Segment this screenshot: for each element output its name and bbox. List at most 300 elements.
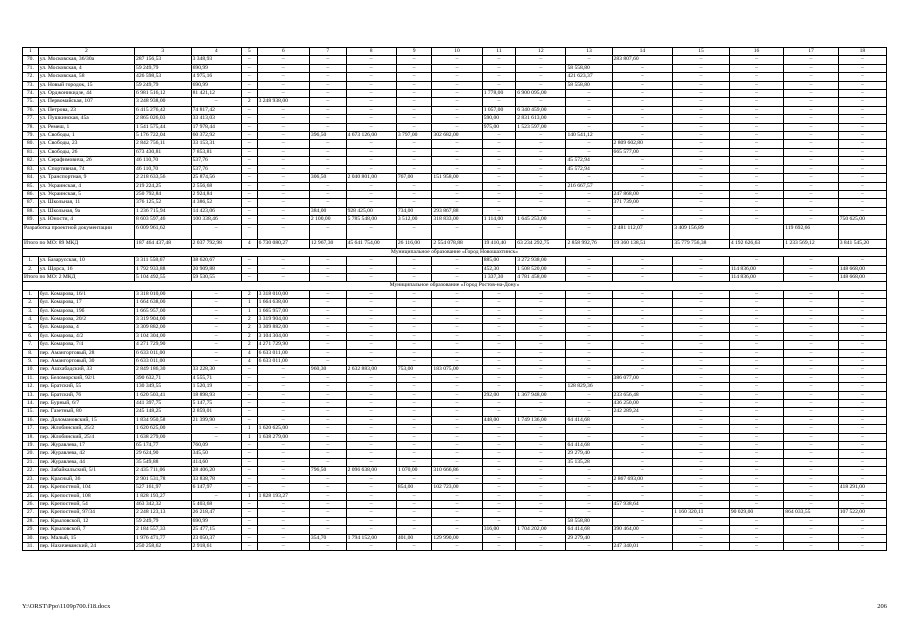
- table-cell: –: [516, 199, 566, 207]
- table-cell: 46 110,70: [135, 157, 192, 165]
- table-cell: –: [673, 458, 730, 466]
- row-label: 71.: [23, 64, 39, 72]
- table-cell: –: [346, 73, 396, 81]
- table-cell: –: [309, 148, 346, 156]
- table-cell: 2: [241, 324, 257, 332]
- table-cell: 140 541,12: [566, 132, 612, 140]
- table-cell: –: [516, 307, 566, 315]
- table-cell: –: [257, 132, 309, 140]
- table-cell: –: [612, 207, 673, 215]
- table-cell: –: [396, 408, 432, 416]
- table-cell: 436 250,00: [612, 400, 673, 408]
- table-cell: –: [309, 358, 346, 366]
- table-cell: –: [566, 315, 612, 323]
- table-cell: –: [346, 341, 396, 349]
- table-cell: –: [516, 290, 566, 298]
- table-cell: –: [673, 56, 730, 64]
- column-number: 13: [566, 48, 612, 56]
- table-cell: –: [673, 207, 730, 215]
- table-cell: –: [838, 207, 886, 215]
- table-row: [23, 98, 887, 106]
- table-cell: –: [346, 475, 396, 483]
- table-cell: 5 403,68: [191, 500, 241, 508]
- table-cell: –: [729, 64, 783, 72]
- table-cell: –: [673, 257, 730, 265]
- table-cell: ул. Свободы, 26: [38, 148, 134, 156]
- table-cell: –: [673, 475, 730, 483]
- table-cell: –: [673, 290, 730, 298]
- table-cell: –: [432, 290, 482, 298]
- table-cell: 1 070,00: [396, 467, 432, 475]
- table-cell: –: [257, 157, 309, 165]
- table-cell: 1 160 320,11: [673, 509, 730, 517]
- table-cell: пер. Крепостной, 108: [38, 492, 134, 500]
- table-cell: –: [346, 408, 396, 416]
- section-heading-row: [23, 248, 887, 256]
- table-cell: –: [729, 517, 783, 525]
- table-cell: –: [612, 132, 673, 140]
- table-cell: –: [309, 265, 346, 273]
- table-cell: –: [784, 307, 838, 315]
- table-cell: –: [612, 341, 673, 349]
- table-cell: –: [396, 190, 432, 198]
- table-cell: –: [309, 81, 346, 89]
- table-cell: –: [191, 433, 241, 441]
- table-cell: –: [784, 64, 838, 72]
- table-cell: 287 156,53: [135, 56, 192, 64]
- table-cell: –: [482, 509, 516, 517]
- table-cell: –: [309, 290, 346, 298]
- table-cell: –: [346, 273, 396, 281]
- table-cell: 390 464,00: [612, 526, 673, 534]
- table-cell: 4 673 126,00: [346, 132, 396, 140]
- table-row: [23, 349, 887, 357]
- total-row: [23, 240, 887, 248]
- table-cell: –: [191, 315, 241, 323]
- table-cell: 448,00: [482, 416, 516, 424]
- table-cell: –: [241, 199, 257, 207]
- table-cell: 2: [241, 332, 257, 340]
- total-row: [23, 273, 887, 281]
- table-cell: 6 633 011,00: [135, 349, 192, 357]
- table-row: [23, 190, 887, 198]
- table-cell: 102 723,00: [432, 484, 482, 492]
- table-cell: –: [566, 290, 612, 298]
- table-cell: –: [241, 174, 257, 182]
- table-cell: –: [396, 383, 432, 391]
- table-cell: 233 656,48: [612, 391, 673, 399]
- table-cell: –: [257, 467, 309, 475]
- table-cell: 2 100,00: [309, 216, 346, 224]
- table-cell: –: [516, 315, 566, 323]
- table-cell: –: [784, 315, 838, 323]
- table-cell: –: [396, 98, 432, 106]
- table-cell: –: [612, 358, 673, 366]
- table-cell: 2 809 602,80: [612, 140, 673, 148]
- table-cell: 665 577,00: [612, 148, 673, 156]
- table-cell: –: [241, 157, 257, 165]
- table-cell: –: [482, 81, 516, 89]
- table-cell: –: [784, 358, 838, 366]
- table-cell: 734,00: [396, 207, 432, 215]
- table-cell: 590,00: [482, 115, 516, 123]
- table-cell: 26 218,47: [191, 509, 241, 517]
- table-cell: –: [482, 383, 516, 391]
- table-cell: –: [396, 157, 432, 165]
- table-row: [23, 400, 887, 408]
- table-cell: –: [784, 273, 838, 281]
- table-cell: –: [566, 374, 612, 382]
- row-label: 17.: [23, 425, 39, 433]
- table-cell: –: [396, 433, 432, 441]
- table-cell: –: [396, 542, 432, 550]
- table-cell: 1 976 471,77: [135, 534, 192, 542]
- row-label: 86.: [23, 190, 39, 198]
- table-cell: –: [673, 408, 730, 416]
- table-cell: –: [241, 123, 257, 131]
- table-cell: –: [612, 332, 673, 340]
- table-cell: –: [241, 526, 257, 534]
- row-label: 75.: [23, 98, 39, 106]
- table-row: [23, 517, 887, 525]
- table-cell: 3 409 156,89: [673, 224, 730, 240]
- table-cell: –: [432, 509, 482, 517]
- table-cell: –: [346, 115, 396, 123]
- table-cell: –: [673, 140, 730, 148]
- table-cell: –: [729, 542, 783, 550]
- table-cell: –: [241, 416, 257, 424]
- table-cell: –: [516, 73, 566, 81]
- table-cell: –: [241, 56, 257, 64]
- table-cell: –: [346, 332, 396, 340]
- table-cell: 292,00: [482, 391, 516, 399]
- table-row: [23, 358, 887, 366]
- table-cell: –: [516, 190, 566, 198]
- table-cell: –: [673, 123, 730, 131]
- table-cell: 673 430,81: [135, 148, 192, 156]
- table-cell: 5 104 492,55: [135, 273, 192, 281]
- table-cell: –: [346, 324, 396, 332]
- table-cell: –: [566, 425, 612, 433]
- table-row: [23, 442, 887, 450]
- table-cell: –: [241, 148, 257, 156]
- table-cell: пер. Крепостной, 104: [38, 484, 134, 492]
- table-cell: 690,99: [191, 517, 241, 525]
- table-cell: 3 248 938,00: [257, 98, 309, 106]
- table-cell: 1 834 950,58: [135, 416, 192, 424]
- table-cell: –: [784, 425, 838, 433]
- table-cell: –: [612, 123, 673, 131]
- table-cell: пер. Журавлева, 42: [38, 450, 134, 458]
- table-cell: 1 664 638,00: [257, 299, 309, 307]
- table-cell: –: [673, 165, 730, 173]
- table-cell: 396,50: [309, 132, 346, 140]
- table-cell: –: [566, 199, 612, 207]
- document-page: [22, 47, 887, 551]
- table-cell: –: [396, 450, 432, 458]
- table-cell: бул. Комарова, 4/2: [38, 332, 134, 340]
- table-cell: –: [241, 400, 257, 408]
- table-cell: –: [432, 98, 482, 106]
- table-cell: 4 192 626,63: [729, 240, 783, 248]
- table-cell: –: [257, 56, 309, 64]
- table-cell: 6 730 080,27: [257, 240, 309, 248]
- table-cell: –: [729, 257, 783, 265]
- table-cell: 316,00: [482, 526, 516, 534]
- table-cell: 537,76: [191, 157, 241, 165]
- table-cell: 1 057,00: [482, 106, 516, 114]
- table-row: [23, 257, 887, 265]
- table-row: [23, 509, 887, 517]
- table-cell: 2 924,84: [191, 190, 241, 198]
- table-cell: –: [346, 290, 396, 298]
- table-cell: бул. Комарова, 16/1: [38, 290, 134, 298]
- table-cell: –: [673, 174, 730, 182]
- table-cell: 35 135,28: [566, 458, 612, 466]
- table-cell: –: [566, 90, 612, 98]
- row-label: 80.: [23, 140, 39, 148]
- table-cell: –: [482, 408, 516, 416]
- table-cell: –: [612, 324, 673, 332]
- table-cell: –: [612, 450, 673, 458]
- table-cell: –: [673, 534, 730, 542]
- table-cell: –: [784, 73, 838, 81]
- table-row: [23, 315, 887, 323]
- table-cell: –: [838, 290, 886, 298]
- table-cell: 293 867,88: [432, 207, 482, 215]
- table-cell: 1 508 520,00: [516, 265, 566, 273]
- table-cell: 2 096 638,00: [346, 467, 396, 475]
- table-cell: 4: [241, 349, 257, 357]
- table-cell: –: [516, 383, 566, 391]
- table-cell: –: [257, 207, 309, 215]
- table-cell: –: [241, 517, 257, 525]
- table-cell: –: [432, 332, 482, 340]
- table-cell: –: [482, 400, 516, 408]
- table-cell: –: [432, 324, 482, 332]
- row-label: 10.: [23, 366, 39, 374]
- table-cell: –: [396, 257, 432, 265]
- row-label: Итого по МО: 89 МКД: [23, 240, 135, 248]
- table-cell: 371 739,00: [612, 199, 673, 207]
- table-cell: –: [432, 416, 482, 424]
- row-label: 19.: [23, 442, 39, 450]
- row-label: 30.: [23, 534, 39, 542]
- table-cell: 58 558,80: [566, 517, 612, 525]
- table-cell: –: [396, 148, 432, 156]
- table-cell: –: [241, 106, 257, 114]
- table-cell: –: [346, 123, 396, 131]
- table-cell: –: [396, 341, 432, 349]
- row-label: Разработка проектной документации: [23, 224, 135, 240]
- table-cell: –: [257, 148, 309, 156]
- table-cell: –: [241, 475, 257, 483]
- table-cell: 247 868,00: [612, 190, 673, 198]
- table-cell: 975,00: [482, 123, 516, 131]
- table-cell: –: [396, 81, 432, 89]
- table-cell: –: [257, 199, 309, 207]
- table-row: [23, 500, 887, 508]
- table-cell: 119 692,66: [784, 224, 838, 240]
- table-cell: –: [257, 526, 309, 534]
- table-cell: –: [257, 475, 309, 483]
- table-cell: –: [566, 408, 612, 416]
- table-cell: –: [838, 450, 886, 458]
- table-cell: –: [784, 383, 838, 391]
- table-cell: –: [729, 349, 783, 357]
- table-cell: –: [346, 526, 396, 534]
- table-row: [23, 433, 887, 441]
- table-cell: 4: [241, 240, 257, 248]
- table-cell: 29 279,40: [566, 534, 612, 542]
- table-cell: –: [729, 366, 783, 374]
- table-cell: 4 781 458,00: [516, 273, 566, 281]
- table-cell: –: [309, 542, 346, 550]
- table-cell: –: [729, 98, 783, 106]
- table-cell: –: [516, 165, 566, 173]
- table-cell: –: [612, 106, 673, 114]
- table-cell: ул. Пушкинская, 45а: [38, 115, 134, 123]
- table-cell: 4 271 729,90: [257, 341, 309, 349]
- table-cell: –: [241, 90, 257, 98]
- table-cell: –: [257, 517, 309, 525]
- table-cell: –: [784, 517, 838, 525]
- table-cell: –: [241, 500, 257, 508]
- table-row: [23, 265, 887, 273]
- table-cell: –: [241, 265, 257, 273]
- table-row: [23, 332, 887, 340]
- table-cell: –: [346, 64, 396, 72]
- table-row: [23, 341, 887, 349]
- table-cell: –: [516, 425, 566, 433]
- table-cell: –: [838, 73, 886, 81]
- table-cell: –: [241, 73, 257, 81]
- table-cell: –: [309, 182, 346, 190]
- table-cell: –: [673, 148, 730, 156]
- table-cell: –: [191, 349, 241, 357]
- table-cell: пер. Амангортовый, 30: [38, 358, 134, 366]
- table-cell: 6 633 011,00: [257, 358, 309, 366]
- table-cell: 6 147,97: [191, 484, 241, 492]
- table-cell: –: [612, 534, 673, 542]
- table-cell: –: [309, 224, 346, 240]
- table-cell: –: [612, 165, 673, 173]
- table-cell: –: [838, 190, 886, 198]
- table-cell: –: [432, 299, 482, 307]
- table-cell: 63 234 292,75: [516, 240, 566, 248]
- table-cell: –: [784, 132, 838, 140]
- table-cell: –: [566, 332, 612, 340]
- table-cell: –: [566, 299, 612, 307]
- table-cell: –: [784, 416, 838, 424]
- table-cell: –: [346, 56, 396, 64]
- table-cell: –: [516, 341, 566, 349]
- table-cell: –: [396, 299, 432, 307]
- table-cell: –: [482, 307, 516, 315]
- table-cell: –: [257, 174, 309, 182]
- table-cell: –: [309, 408, 346, 416]
- table-cell: –: [516, 450, 566, 458]
- table-cell: пер. Крыловской, 7: [38, 526, 134, 534]
- table-cell: –: [838, 299, 886, 307]
- table-cell: –: [838, 458, 886, 466]
- table-cell: –: [396, 358, 432, 366]
- table-cell: –: [482, 190, 516, 198]
- table-cell: –: [309, 425, 346, 433]
- table-cell: 58 558,80: [566, 81, 612, 89]
- table-cell: 35 779 756,38: [673, 240, 730, 248]
- table-cell: –: [566, 467, 612, 475]
- table-cell: –: [784, 526, 838, 534]
- table-cell: 3 272 938,00: [516, 257, 566, 265]
- table-cell: –: [673, 526, 730, 534]
- table-cell: –: [309, 475, 346, 483]
- table-cell: –: [482, 64, 516, 72]
- table-cell: 2 556,68: [191, 182, 241, 190]
- table-cell: –: [432, 123, 482, 131]
- table-cell: –: [257, 509, 309, 517]
- table-cell: 107 522,00: [838, 509, 886, 517]
- table-cell: –: [784, 324, 838, 332]
- table-cell: –: [482, 442, 516, 450]
- table-cell: 23 050,37: [191, 534, 241, 542]
- table-cell: –: [257, 165, 309, 173]
- table-cell: –: [482, 517, 516, 525]
- table-cell: –: [241, 64, 257, 72]
- table-cell: –: [566, 509, 612, 517]
- table-cell: 4 555,71: [191, 374, 241, 382]
- table-cell: –: [482, 450, 516, 458]
- table-cell: –: [729, 307, 783, 315]
- table-cell: –: [396, 332, 432, 340]
- table-cell: –: [309, 165, 346, 173]
- table-cell: –: [729, 148, 783, 156]
- table-cell: –: [673, 450, 730, 458]
- table-cell: –: [784, 442, 838, 450]
- table-cell: –: [482, 315, 516, 323]
- table-cell: –: [566, 216, 612, 224]
- table-cell: –: [346, 265, 396, 273]
- table-cell: 247 340,01: [612, 542, 673, 550]
- table-cell: –: [612, 509, 673, 517]
- table-cell: –: [241, 374, 257, 382]
- table-cell: –: [396, 182, 432, 190]
- table-cell: 3 309 882,00: [135, 324, 192, 332]
- table-cell: –: [838, 257, 886, 265]
- table-cell: –: [516, 148, 566, 156]
- table-cell: –: [396, 273, 432, 281]
- table-cell: 26 116,00: [396, 240, 432, 248]
- table-cell: –: [309, 450, 346, 458]
- table-cell: –: [784, 400, 838, 408]
- table-cell: –: [516, 140, 566, 148]
- table-cell: –: [309, 140, 346, 148]
- table-row: [23, 148, 887, 156]
- table-cell: 2 842 756,11: [135, 140, 192, 148]
- table-cell: 1 236 715,94: [135, 207, 192, 215]
- row-label: Итого по МО: 2 МКД: [23, 273, 135, 281]
- table-cell: ул. Серафимовича, 26: [38, 157, 134, 165]
- table-cell: –: [309, 433, 346, 441]
- table-cell: –: [432, 442, 482, 450]
- table-cell: 2 901 531,78: [135, 475, 192, 483]
- table-cell: –: [257, 81, 309, 89]
- table-cell: 401,00: [396, 534, 432, 542]
- table-cell: пер. Жлобинский, 25/2: [38, 425, 134, 433]
- table-cell: 1: [241, 425, 257, 433]
- table-cell: –: [612, 81, 673, 89]
- table-cell: 960,30: [309, 366, 346, 374]
